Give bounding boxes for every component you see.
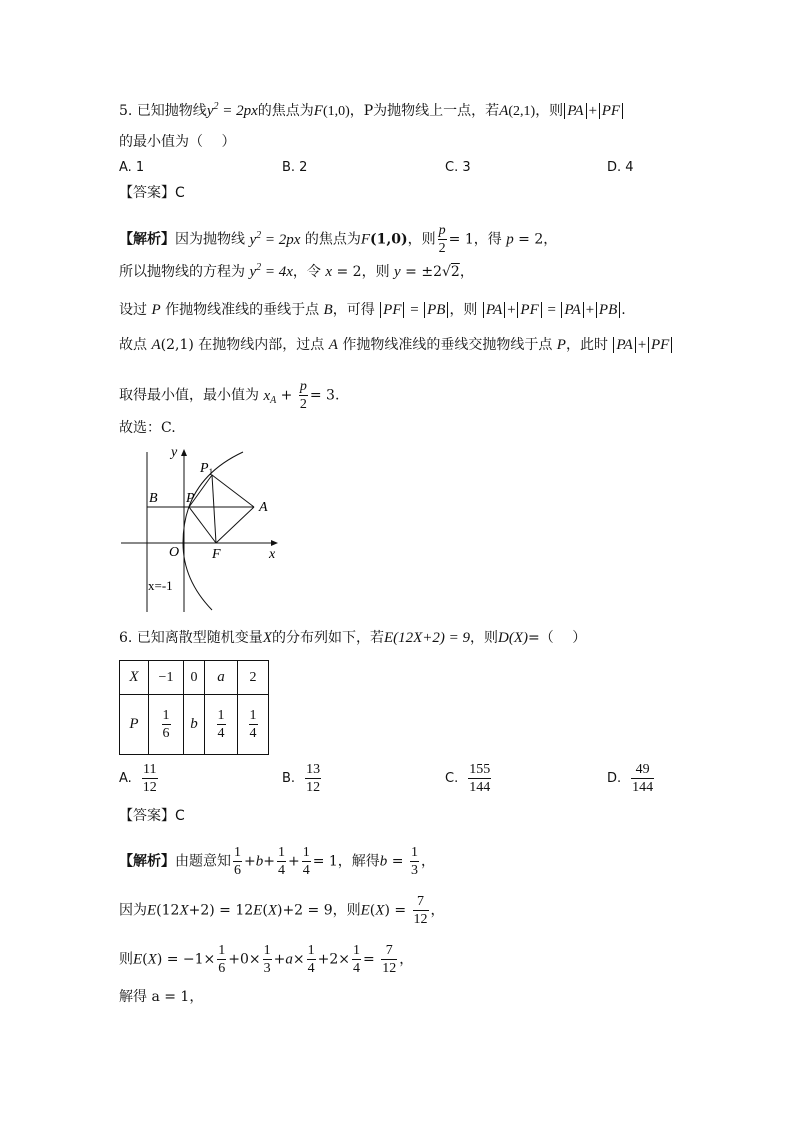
q5-stem-line2: 的最小值为（ ） [119,134,236,150]
label-b: B [149,491,158,506]
q6-stem-text: 的分布列如下，若 [271,630,384,646]
table-cell: $\frac{1}{4}$ [205,695,238,755]
label-directrix: x=-1 [148,578,173,593]
q6-analysis-line4: 解得 a = 1， [119,989,204,1005]
q6-option-c: C. $\frac{155}{144}$ [445,762,491,795]
q5-analysis-line3: 设过 P 作抛物线准线的垂线于点 B，可得 PF = PB ，则 PA + PF = PA + PB . [119,302,626,318]
table-cell: $\frac{1}{4}$ [238,695,269,755]
table-cell: P [120,695,149,755]
label-a: A [259,500,268,515]
table-cell: 0 [184,661,205,695]
q5-focus-coord: (1,0) [322,104,350,119]
segment-p1-a [212,475,254,507]
q6-number: 6. [119,630,133,646]
q6-analysis-line2: 因为E(12X+2) = 12E(X)+2 = 9，则E(X) = $\frac{7}{12}$ ， [119,894,445,927]
table-cell: $\frac{1}{6}$ [149,695,184,755]
table-cell: X [120,661,149,695]
q5-stem-text: ，P为抛物线上一点，若 [349,103,500,119]
q6-analysis-line3: 则E(X) = −1× $\frac{1}{6}$ +0× $\frac{1}{3}$ +a× $\frac{1}{4}$ +2× $\frac{1}{4}$ = $\frac{7}{12}$ ， [119,943,414,976]
q5-stem-text: ，则 [535,103,564,119]
analysis-label: 【解析】 [119,853,175,870]
q5-stem-text: 的焦点为 [257,103,314,119]
q5-analysis-line1: 【解析】因为抛物线 $y^2 = 2px$ 的焦点为F(1,0)，则 $\frac{p}{2}$ = 1，得 p = 2， [119,223,558,256]
q5-parabola-equation: $y^2 = 2px$ [206,101,258,119]
table-cell: b [184,695,205,755]
label-origin: O [169,545,180,560]
q5-point-a-coord: (2,1) [508,104,536,119]
q6-option-b: B. $\frac{13}{12}$ [282,762,321,795]
q6-stem-text: =（ ） [528,630,587,646]
q6-option-a: A. $\frac{11}{12}$ [119,762,157,795]
q5-target-expr: PA + PF [563,103,624,119]
q5-analysis-line4: 故点 A(2,1) 在抛物线内部，过点 A 作抛物线准线的垂线交抛物线于点 P，此时 PA + PF [119,335,673,355]
segment-p-f [189,507,216,543]
q5-focus: F [313,103,323,119]
table-cell: 2 [238,661,269,695]
q5-analysis-line5: 取得最小值，最小值为 $x_A$ + $\frac{p}{2}$ = 3. [119,379,340,412]
label-p: P [186,491,195,506]
segment-p1-f [212,475,216,543]
q5-number: 5. [119,103,133,119]
label-p1: $P_1$ [200,461,214,477]
distribution-table [119,660,269,755]
q6-variance: D(X) [498,630,529,646]
q6-variable: X [262,630,272,646]
q5-analysis-line2: 所以抛物线的方程为 $y^2 = 4x$，令 x = 2，则 y = ±2√2， [119,262,474,280]
q5-option-c: C. 3 [445,160,471,175]
q5-point-a: A [499,103,509,119]
label-f: F [212,547,221,562]
label-x: x [269,547,276,562]
q5-answer: 【答案】C [119,185,185,201]
q6-stem-text: ，则 [470,630,499,646]
label-y: y [171,445,178,460]
segment-f-a [216,507,254,543]
q6-expectation: E(12X+2) = 9 [383,630,471,646]
q6-option-d: D. $\frac{49}{144}$ [607,762,654,795]
q5-stem-text: 已知抛物线 [136,103,207,119]
table-cell: −1 [149,661,184,695]
q5-stem-line1 [119,101,624,122]
q6-analysis-line1: 【解析】由题意知 $\frac{1}{6}$ +b+ $\frac{1}{4}$ + $\frac{1}{4}$ = 1，解得b = $\frac{1}{3}$ ， [119,845,435,878]
q5-parabola-figure [115,440,290,615]
q6-stem [119,628,586,648]
q6-stem-text: 已知离散型随机变量 [136,630,263,646]
q6-answer: 【答案】C [119,808,185,824]
q5-analysis-line6: 故选：C. [119,420,176,436]
table-cell: a [205,661,238,695]
q5-option-a: A. 1 [119,160,145,175]
q5-option-d: D. 4 [607,160,634,175]
q5-option-b: B. 2 [282,160,308,175]
analysis-label: 【解析】 [119,231,175,248]
